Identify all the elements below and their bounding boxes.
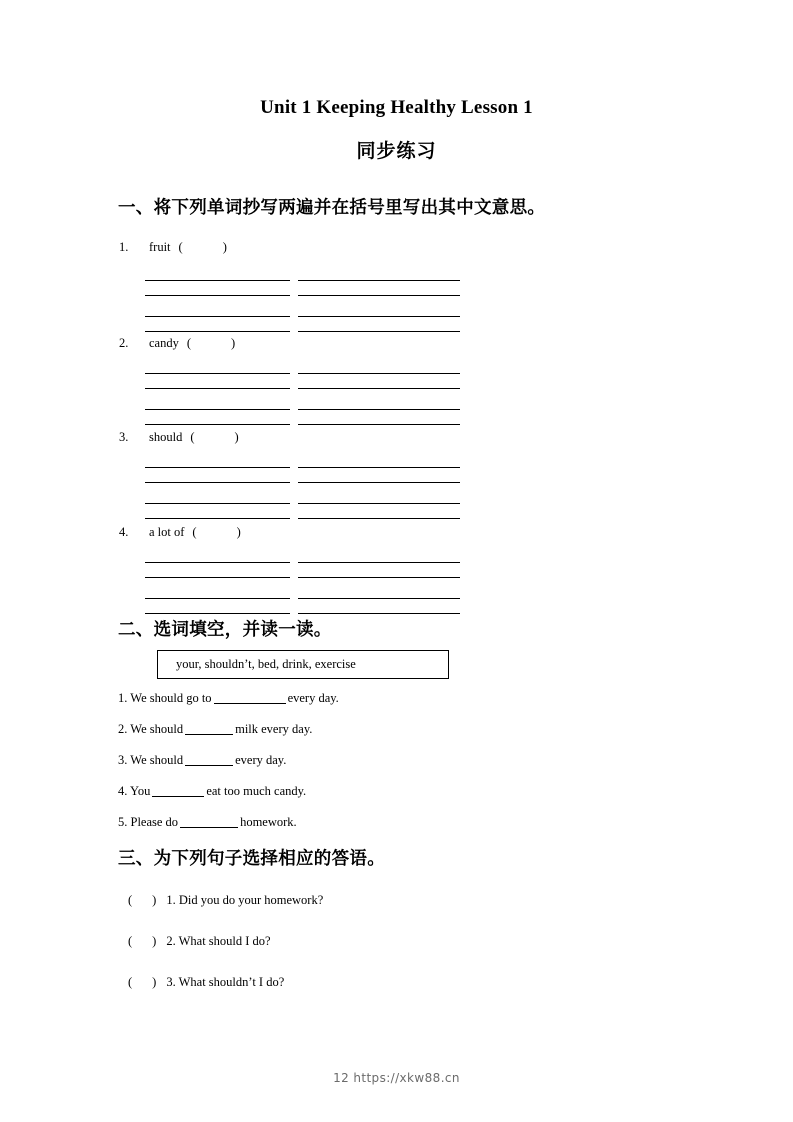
word-item-2-parenthesis: ( ) [186, 336, 236, 350]
rule [145, 373, 290, 374]
fill-sentence-5-blank[interactable] [180, 827, 238, 828]
fill-sentence-5 [118, 815, 297, 830]
rule [145, 295, 290, 296]
fill-sentence-3-number: 3. [118, 753, 128, 767]
word-item-4 [119, 525, 241, 540]
fill-sentence-3-blank[interactable] [185, 765, 233, 766]
match-item-2-answer-box[interactable]: ( ) [128, 934, 157, 948]
rule [298, 518, 460, 519]
fill-sentence-1-blank[interactable] [214, 703, 286, 704]
rule [145, 518, 290, 519]
footer-watermark: 12 https://xkw88.cn [333, 1071, 460, 1085]
match-item-2 [128, 934, 271, 949]
word-bank-box [157, 650, 449, 679]
writing-lines-4 [145, 559, 460, 617]
match-item-1 [128, 893, 323, 908]
fill-sentence-4 [118, 784, 306, 799]
rule [145, 577, 290, 578]
word-item-1-number: 1. [119, 240, 129, 254]
rule [298, 409, 460, 410]
fill-sentence-3-before: We should [130, 753, 184, 767]
match-item-2-question: 2. What should I do? [166, 934, 271, 948]
fill-sentence-2-number: 2. [118, 722, 128, 736]
rule [298, 280, 460, 281]
fill-sentence-1 [118, 691, 339, 706]
rule [145, 388, 290, 389]
writing-lines-2-right-column [298, 370, 460, 428]
word-item-1-parenthesis: ( ) [178, 240, 227, 254]
section-2-heading: 二、选词填空，并读一读。 [118, 620, 332, 640]
word-item-1 [119, 240, 227, 255]
word-item-2-number: 2. [119, 336, 129, 350]
rule [145, 503, 290, 504]
rule [298, 316, 460, 317]
page-subtitle: 同步练习 [356, 140, 437, 162]
fill-sentence-2-after: milk every day. [235, 722, 313, 736]
fill-sentence-4-number: 4. [118, 784, 128, 798]
word-item-4-number: 4. [119, 525, 129, 539]
word-item-2 [119, 336, 235, 351]
rule [298, 467, 460, 468]
rule [145, 280, 290, 281]
fill-sentence-2 [118, 722, 312, 737]
rule [145, 613, 290, 614]
match-item-1-question: 1. Did you do your homework? [166, 893, 324, 907]
writing-lines-3 [145, 464, 460, 522]
rule [298, 598, 460, 599]
word-item-3-number: 3. [119, 430, 129, 444]
writing-lines-1-right-column [298, 277, 460, 335]
word-item-3-parenthesis: ( ) [190, 430, 239, 444]
match-item-3 [128, 975, 284, 990]
match-item-3-answer-box[interactable]: ( ) [128, 975, 157, 989]
writing-lines-4-left-column [145, 559, 290, 617]
rule [298, 503, 460, 504]
rule [298, 295, 460, 296]
writing-lines-2-left-column [145, 370, 290, 428]
section-3-heading: 三、为下列句子选择相应的答语。 [118, 849, 385, 869]
rule [298, 482, 460, 483]
word-item-4-parenthesis: ( ) [192, 525, 241, 539]
rule [298, 562, 460, 563]
rule [298, 577, 460, 578]
fill-sentence-2-blank[interactable] [185, 734, 233, 735]
fill-sentence-1-before: We should go to [130, 691, 212, 705]
fill-sentence-3 [118, 753, 286, 768]
rule [298, 373, 460, 374]
writing-lines-4-right-column [298, 559, 460, 617]
word-item-3-word: should [149, 430, 183, 444]
fill-sentence-3-after: every day. [235, 753, 287, 767]
writing-lines-3-right-column [298, 464, 460, 522]
rule [145, 482, 290, 483]
fill-sentence-5-before: Please do [130, 815, 179, 829]
rule [145, 598, 290, 599]
match-item-3-question: 3. What shouldn’t I do? [166, 975, 285, 989]
word-item-2-word: candy [149, 336, 179, 350]
fill-sentence-5-after: homework. [240, 815, 297, 829]
fill-sentence-5-number: 5. [118, 815, 128, 829]
fill-sentence-4-blank[interactable] [152, 796, 204, 797]
rule [145, 562, 290, 563]
fill-sentence-1-after: every day. [287, 691, 339, 705]
rule [298, 388, 460, 389]
rule [298, 331, 460, 332]
match-item-1-answer-box[interactable]: ( ) [128, 893, 157, 907]
word-bank-text: your, shouldn’t, bed, drink, exercise [176, 657, 356, 671]
fill-sentence-4-after: eat too much candy. [206, 784, 307, 798]
word-item-1-word: fruit [149, 240, 171, 254]
rule [145, 424, 290, 425]
writing-lines-2 [145, 370, 460, 428]
writing-lines-1 [145, 277, 460, 335]
fill-sentence-2-before: We should [130, 722, 184, 736]
writing-lines-3-left-column [145, 464, 290, 522]
word-item-3 [119, 430, 239, 445]
rule [145, 331, 290, 332]
writing-lines-1-left-column [145, 277, 290, 335]
rule [145, 316, 290, 317]
word-item-4-word: a lot of [149, 525, 185, 539]
rule [298, 613, 460, 614]
rule [298, 424, 460, 425]
section-1-heading: 一、将下列单词抄写两遍并在括号里写出其中文意思。 [118, 198, 546, 218]
page-title: Unit 1 Keeping Healthy Lesson 1 [260, 97, 533, 118]
rule [145, 409, 290, 410]
fill-sentence-4-before: You [130, 784, 151, 798]
rule [145, 467, 290, 468]
fill-sentence-1-number: 1. [118, 691, 128, 705]
